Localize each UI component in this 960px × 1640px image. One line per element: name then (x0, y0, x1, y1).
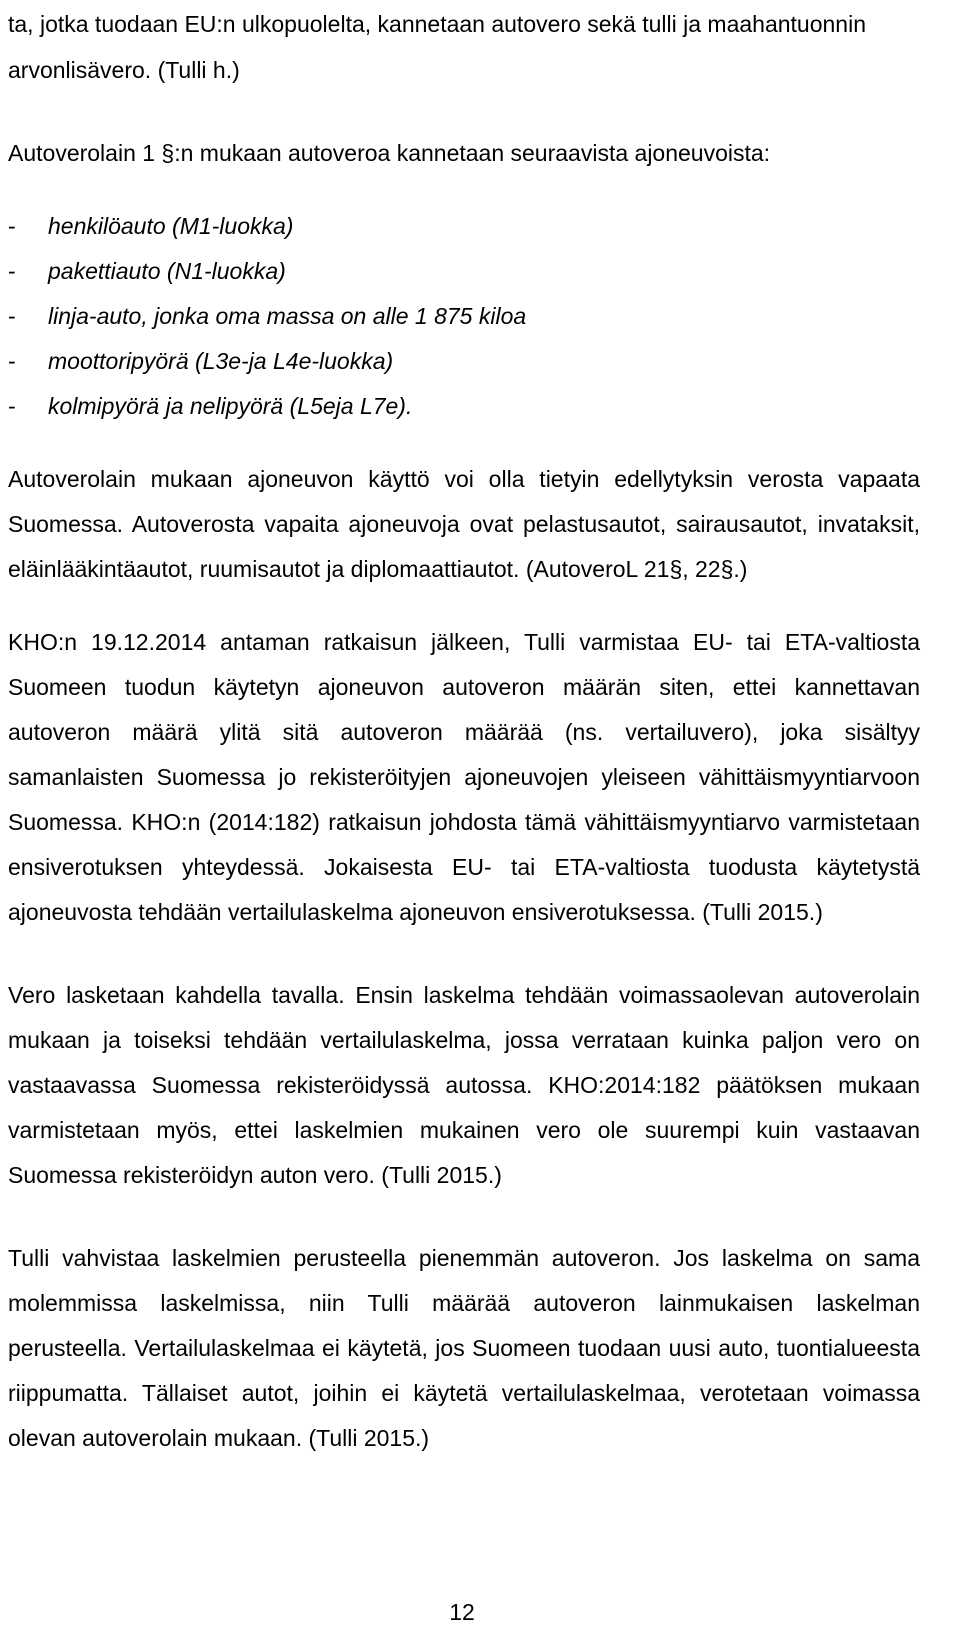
calculation-paragraph: Vero lasketaan kahdella tavalla. Ensin laskelma tehdään voimassaolevan autoverolain mukaan ja toiseksi tehdään vertailulaskelma, jossa verrataan kuinka paljon vero on vastaavassa Suomessa rekisteröidyssä autossa. KHO:2014:182 päätöksen mukaan varmistetaan myös, ettei laskelmien mukainen vero ole suurempi kuin vastaavan Suomessa rekisteröidyn auton vero. (Tulli 2015.) (8, 982, 920, 1188)
intro-paragraph-tail: ta, jotka tuodaan EU:n ulkopuolelta, kannetaan autovero sekä tulli ja maahantuonnin arvonlisävero. (Tulli h.) (8, 11, 866, 83)
list-item-text: pakettiauto (N1-luokka) (48, 258, 286, 284)
list-item (8, 249, 920, 294)
list-item-text: henkilöauto (M1-luokka) (48, 213, 294, 239)
exemptions-paragraph: Autoverolain mukaan ajoneuvon käyttö voi olla tietyin edellytyksin verosta vapaata Suomessa. Autoverosta vapaita ajoneuvoja ovat pelastusautot, sairausautot, invataksit, eläinlääkintäautot, ruumisautot ja diplomaattiautot. (AutoveroL 21§, 22§.) (8, 466, 920, 582)
page-body (8, 0, 920, 1461)
vehicle-list (8, 204, 920, 429)
list-item (8, 294, 920, 339)
list-dash: - (8, 258, 16, 284)
list-dash: - (8, 393, 16, 419)
list-item (8, 384, 920, 429)
page-number: 12 (449, 1599, 475, 1625)
list-dash: - (8, 348, 16, 374)
list-item-text: linja-auto, jonka oma massa on alle 1 875 kiloa (48, 303, 527, 329)
list-item (8, 339, 920, 384)
list-item-text: kolmipyörä ja nelipyörä (L5eja L7e). (48, 393, 413, 419)
list-item-text: moottoripyörä (L3e-ja L4e-luokka) (48, 348, 394, 374)
confirmation-paragraph: Tulli vahvistaa laskelmien perusteella pienemmän autoveron. Jos laskelma on sama molemmissa laskelmissa, niin Tulli määrää autoveron lainmukaisen laskelman perusteella. Vertailulaskelmaa ei käytetä, jos Suomeen tuodaan uusi auto, tuontialueesta riippumatta. Tällaiset autot, joihin ei käytetä vertailulaskelmaa, verotetaan voimassa olevan autoverolain mukaan. (Tulli 2015.) (8, 1245, 920, 1451)
list-dash: - (8, 213, 16, 239)
law-intro-paragraph: Autoverolain 1 §:n mukaan autoveroa kannetaan seuraavista ajoneuvoista: (8, 140, 771, 166)
list-item (8, 204, 920, 249)
list-dash: - (8, 303, 16, 329)
kho-ruling-paragraph: KHO:n 19.12.2014 antaman ratkaisun jälkeen, Tulli varmistaa EU- tai ETA-valtiosta Suomeen tuodun käytetyn ajoneuvon autoveron määrän siten, ettei kannettavan autoveron määrä ylitä sitä autoveron määrää (ns. vertailuvero), joka sisältyy samanlaisten Suomessa jo rekisteröityjen ajoneuvojen yleiseen vähittäismyyntiarvoon Suomessa. KHO:n (2014:182) ratkaisun johdosta tämä vähittäismyyntiarvo varmistetaan ensiverotuksen yhteydessä. Jokaisesta EU- tai ETA-valtiosta tuodusta käytetystä ajoneuvosta tehdään vertailulaskelma ajoneuvon ensiverotuksessa. (Tulli 2015.) (8, 629, 920, 925)
